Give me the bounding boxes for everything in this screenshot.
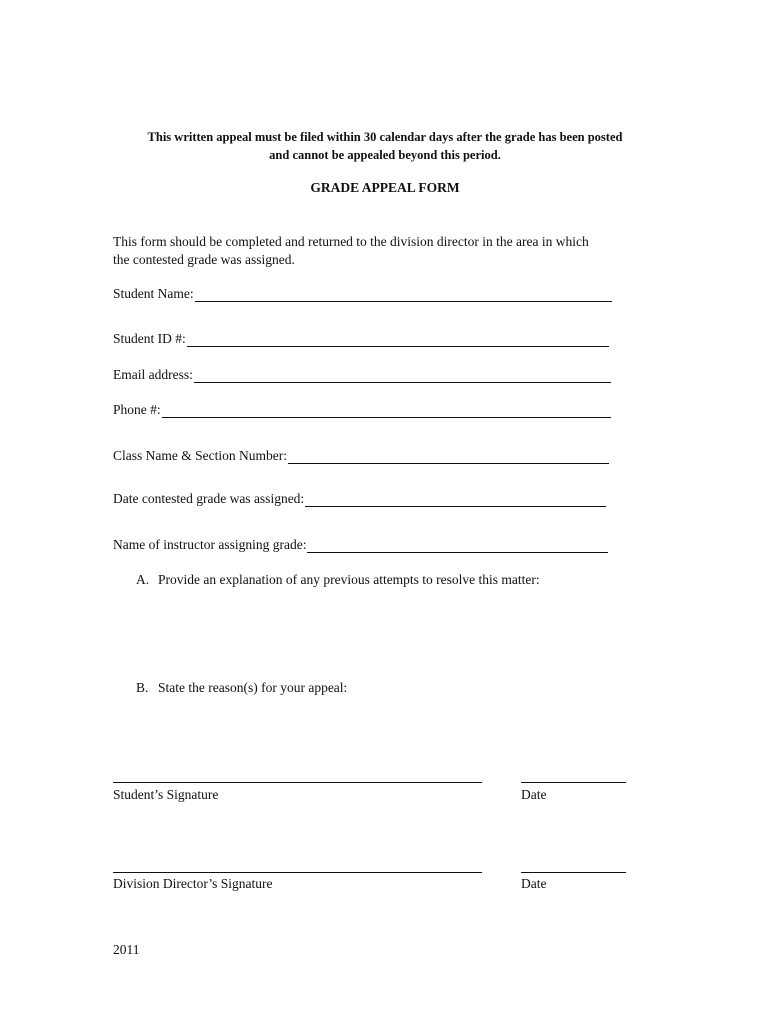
email-label: Email address: <box>113 367 193 382</box>
instructions-line-1: This form should be completed and returned to the division director in the area in which <box>113 234 589 249</box>
question-b <box>136 680 347 696</box>
question-b-text: State the reason(s) for your appeal: <box>158 680 348 695</box>
question-a-text: Provide an explanation of any previous attempts to resolve this matter: <box>158 572 540 587</box>
director-signature-label: Division Director’s Signature <box>113 876 273 891</box>
student-name-label: Student Name: <box>113 286 194 301</box>
class-section-blank[interactable] <box>288 449 609 464</box>
email-blank[interactable] <box>194 368 611 383</box>
notice-line-2: and cannot be appealed beyond this period. <box>269 148 501 162</box>
form-instructions <box>113 233 673 269</box>
instructor-field[interactable] <box>113 537 608 553</box>
director-signature-line[interactable] <box>113 872 482 873</box>
instructor-blank[interactable] <box>307 538 608 553</box>
filing-deadline-notice <box>100 128 670 164</box>
student-date-label: Date <box>521 787 547 802</box>
instructions-line-2: the contested grade was assigned. <box>113 252 295 267</box>
phone-label: Phone #: <box>113 402 161 417</box>
date-contested-label: Date contested grade was assigned: <box>113 491 305 506</box>
question-a <box>136 572 540 588</box>
student-signature-line[interactable] <box>113 782 482 783</box>
phone-field[interactable] <box>113 402 611 418</box>
student-signature-label: Student’s Signature <box>113 787 219 802</box>
email-field[interactable] <box>113 367 611 383</box>
question-b-marker: B. <box>136 680 149 695</box>
class-section-field[interactable] <box>113 448 609 464</box>
form-year: 2011 <box>113 942 140 957</box>
student-name-field[interactable] <box>113 286 612 302</box>
class-section-label: Class Name & Section Number: <box>113 448 287 463</box>
student-name-blank[interactable] <box>195 287 612 302</box>
question-a-marker: A. <box>136 572 150 587</box>
student-date-line[interactable] <box>521 782 626 783</box>
director-date-line[interactable] <box>521 872 626 873</box>
form-title: GRADE APPEAL FORM <box>310 180 460 195</box>
instructor-label: Name of instructor assigning grade: <box>113 537 307 552</box>
student-id-field[interactable] <box>113 331 609 347</box>
notice-line-1: This written appeal must be filed within 30 calendar days after the grade has been posted <box>147 130 623 144</box>
date-contested-blank[interactable] <box>305 492 606 507</box>
student-id-label: Student ID #: <box>113 331 186 346</box>
date-contested-field[interactable] <box>113 491 606 507</box>
director-date-label: Date <box>521 876 547 891</box>
phone-blank[interactable] <box>162 403 611 418</box>
student-id-blank[interactable] <box>187 332 609 347</box>
